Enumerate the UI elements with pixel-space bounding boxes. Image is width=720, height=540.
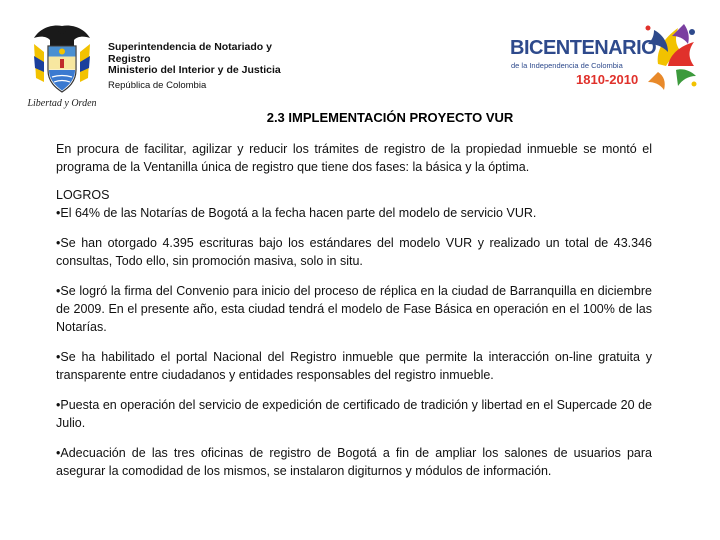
bicentenario-subtitle: de la Independencia de Colombia bbox=[511, 61, 623, 70]
motto-text: Libertad y Orden bbox=[27, 98, 97, 109]
logro-item: •Se han otorgado 4.395 escrituras bajo los estándares del modelo VUR y realizado un total de 43.346 consultas, Todo ello, sin promoción masiva, solo in situ. bbox=[56, 236, 652, 268]
logro-item: •El 64% de las Notarías de Bogotá a la fecha hacen parte del modelo de servicio VUR. bbox=[56, 206, 537, 220]
section-title-text: 2.3 IMPLEMENTACIÓN PROYECTO VUR bbox=[266, 110, 514, 125]
bicentenario-years: 1810-2010 bbox=[576, 72, 639, 87]
bicentenario-title: BICENTENARIO bbox=[510, 37, 657, 59]
country-name: República de Colombia bbox=[108, 79, 207, 91]
logro-item: •Puesta en operación del servicio de expedición de certificado de tradición y libertad en el Supercade 20 de Julio. bbox=[56, 398, 652, 430]
org-line-1: Superintendencia de Notariado y bbox=[108, 41, 272, 53]
section-content bbox=[56, 140, 652, 492]
logro-item: •Se ha habilitado el portal Nacional del Registro inmueble que permite la interacción on-line gratuita y transparente entre ciudadanos y entidades responsables del registro inmueble. bbox=[56, 350, 652, 382]
intro-paragraph: En procura de facilitar, agilizar y reducir los trámites de registro de la propiedad inmueble se montó el programa de la Ventanilla única de registro que tiene dos fases: la básica y la óptima. bbox=[56, 142, 652, 174]
org-line-2: Registro bbox=[108, 52, 151, 65]
logro-item: •Adecuación de las tres oficinas de registro de Bogotá a fin de ampliar los salones de usuarios para asegurar la comodidad de los mismos, se instalaron digiturnos y módulos de información. bbox=[56, 446, 652, 478]
logros-heading: LOGROS bbox=[56, 188, 110, 202]
org-line-3: Ministerio del Interior y de Justicia bbox=[108, 64, 281, 76]
organization-block bbox=[108, 42, 318, 91]
logro-item: •Se logró la firma del Convenio para inicio del proceso de réplica en la ciudad de Barranquilla en diciembre de 2009. En el presente año, esta ciudad tendrá el modelo de Fase Básica en operación en el 100% de las Notarías. bbox=[56, 284, 652, 334]
coat-of-arms-logo bbox=[27, 22, 97, 114]
section-title bbox=[0, 110, 720, 125]
bicentenario-logo bbox=[508, 20, 698, 96]
coat-of-arms-icon bbox=[30, 22, 94, 98]
